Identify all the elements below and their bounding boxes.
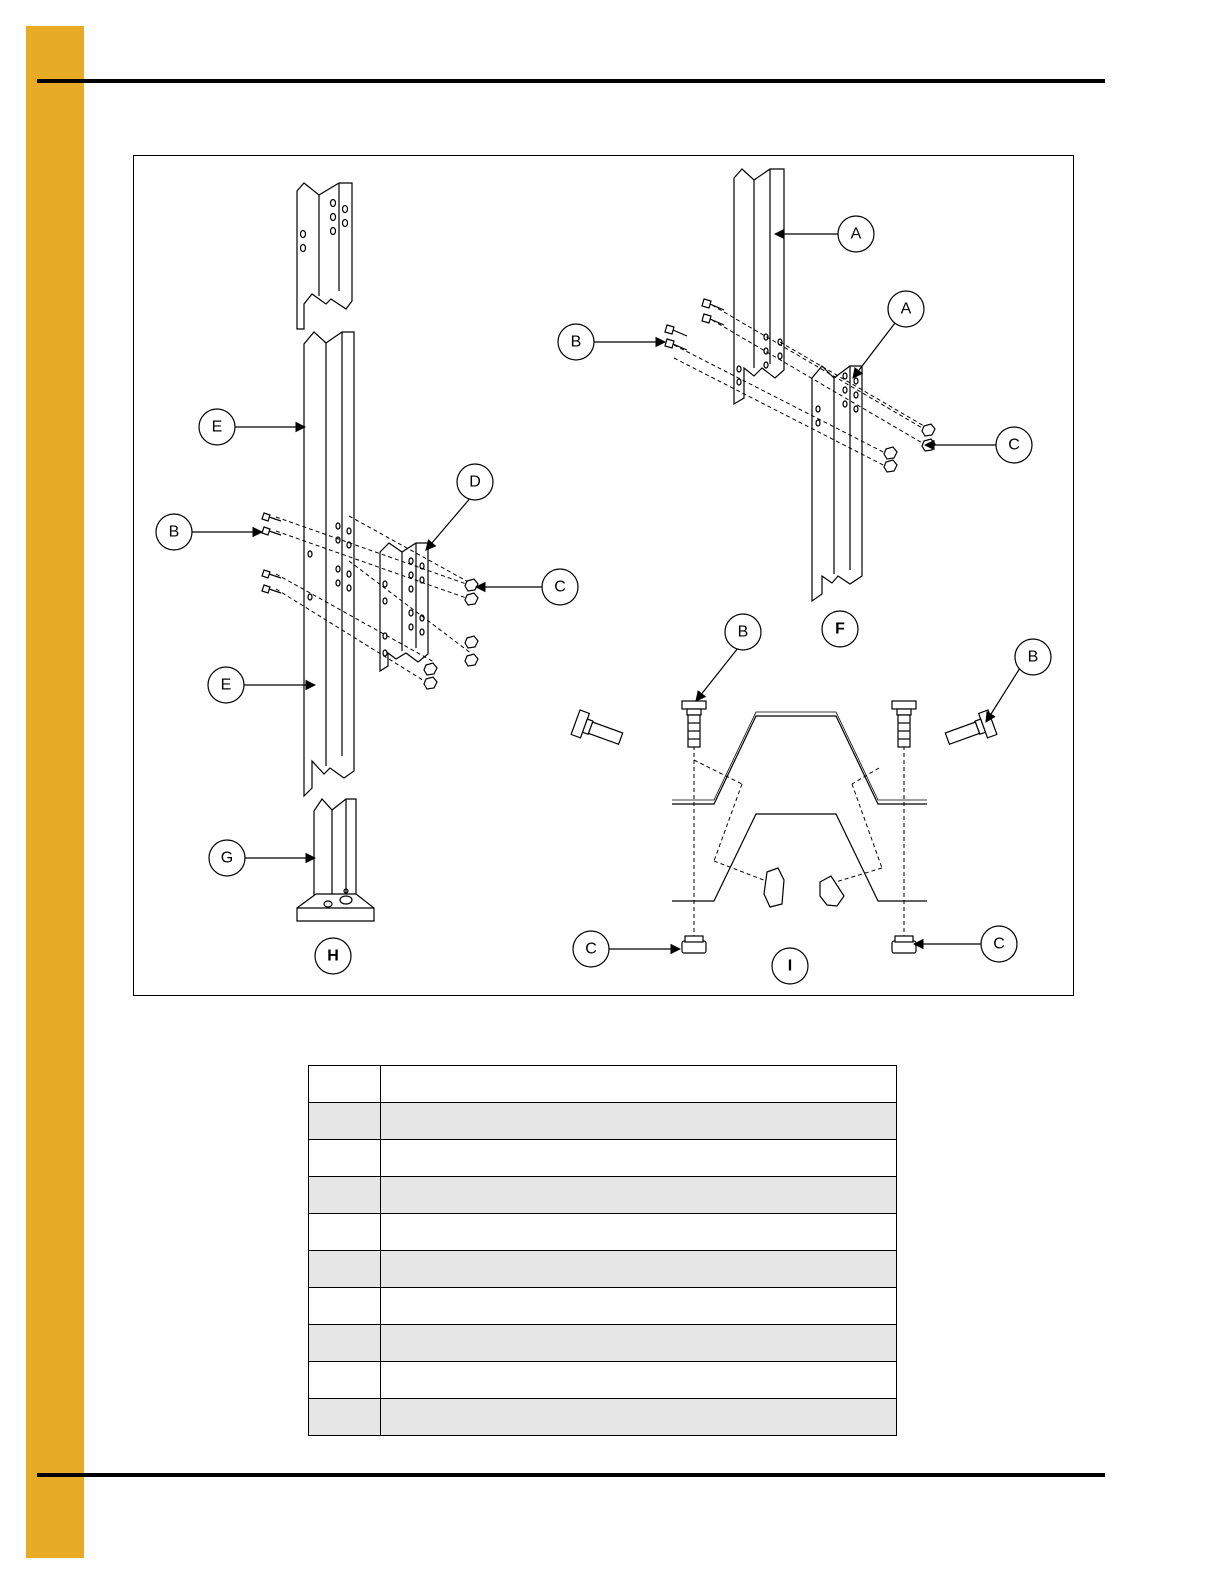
callout-labels xyxy=(169,226,1039,975)
header-rule xyxy=(37,79,1105,83)
table-row xyxy=(309,1288,897,1325)
callout-c-left: C xyxy=(554,578,566,596)
description-cell xyxy=(381,1103,897,1140)
callout-b-left: B xyxy=(168,523,180,541)
view-label-h: H xyxy=(327,947,339,965)
footer-rule xyxy=(37,1473,1105,1477)
ref-cell xyxy=(309,1399,381,1436)
ref-cell xyxy=(309,1325,381,1362)
nuts-upper-right xyxy=(884,424,935,472)
side-tab xyxy=(26,26,84,1558)
callout-c-section-left: C xyxy=(585,940,597,958)
right-hole-alignment-lines xyxy=(674,305,924,468)
header-description-cell xyxy=(381,1066,897,1103)
bolt xyxy=(665,339,687,350)
assembly-drawing xyxy=(134,156,1073,995)
ref-cell xyxy=(309,1288,381,1325)
upper-post-section xyxy=(297,183,352,329)
table-row xyxy=(309,1251,897,1288)
ref-cell xyxy=(309,1177,381,1214)
bolt xyxy=(262,570,281,578)
callout-c-section-right: C xyxy=(993,935,1005,953)
table-row xyxy=(309,1325,897,1362)
bolt xyxy=(702,299,724,310)
callout-g: G xyxy=(220,849,234,867)
callout-b-upper-right: B xyxy=(570,333,582,351)
callout-b-section-right: B xyxy=(1027,648,1039,666)
bolts-left xyxy=(262,513,281,593)
table-row xyxy=(309,1177,897,1214)
bolt xyxy=(892,701,916,747)
callout-circles xyxy=(156,216,1051,984)
base-post-g xyxy=(297,799,374,921)
bolt xyxy=(682,701,706,747)
view-label-f: F xyxy=(835,620,845,638)
ref-cell xyxy=(309,1251,381,1288)
description-cell xyxy=(381,1288,897,1325)
callout-c-upper-right: C xyxy=(1008,436,1020,454)
table-row xyxy=(309,1103,897,1140)
table-row xyxy=(309,1214,897,1251)
callout-e-upper: E xyxy=(211,418,223,436)
nuts-left xyxy=(424,579,478,689)
description-cell xyxy=(381,1399,897,1436)
callout-e-lower: E xyxy=(220,676,232,694)
parts-table xyxy=(308,1065,897,1436)
bolt xyxy=(571,710,625,751)
cross-section-profile xyxy=(672,712,927,901)
bolt xyxy=(943,710,997,751)
description-cell xyxy=(381,1140,897,1177)
description-cell xyxy=(381,1362,897,1399)
description-cell xyxy=(381,1177,897,1214)
callout-a-lower: A xyxy=(900,300,912,318)
bolt xyxy=(702,314,724,325)
header-ref-cell xyxy=(309,1066,381,1103)
table-row xyxy=(309,1140,897,1177)
table-row xyxy=(309,1362,897,1399)
post-section-e xyxy=(304,332,354,796)
table-header-row xyxy=(309,1066,897,1103)
callout-a-upper: A xyxy=(850,225,862,243)
bolt xyxy=(262,513,281,521)
bolt xyxy=(665,325,687,336)
table-row xyxy=(309,1399,897,1436)
description-cell xyxy=(381,1214,897,1251)
bolt xyxy=(262,527,281,535)
bolts-upper-right xyxy=(665,299,724,350)
section-nuts xyxy=(682,868,916,953)
assembly-figure xyxy=(133,155,1074,996)
callout-d: D xyxy=(469,473,481,491)
description-cell xyxy=(381,1325,897,1362)
bolt xyxy=(262,585,281,593)
ref-cell xyxy=(309,1103,381,1140)
post-section-a-lower xyxy=(812,366,862,601)
view-label-i: I xyxy=(787,957,793,975)
section-bolts xyxy=(571,701,997,751)
description-cell xyxy=(381,1251,897,1288)
ref-cell xyxy=(309,1214,381,1251)
ref-cell xyxy=(309,1140,381,1177)
callout-b-section-left: B xyxy=(737,623,749,641)
post-section-a-upper xyxy=(734,169,784,404)
ref-cell xyxy=(309,1362,381,1399)
